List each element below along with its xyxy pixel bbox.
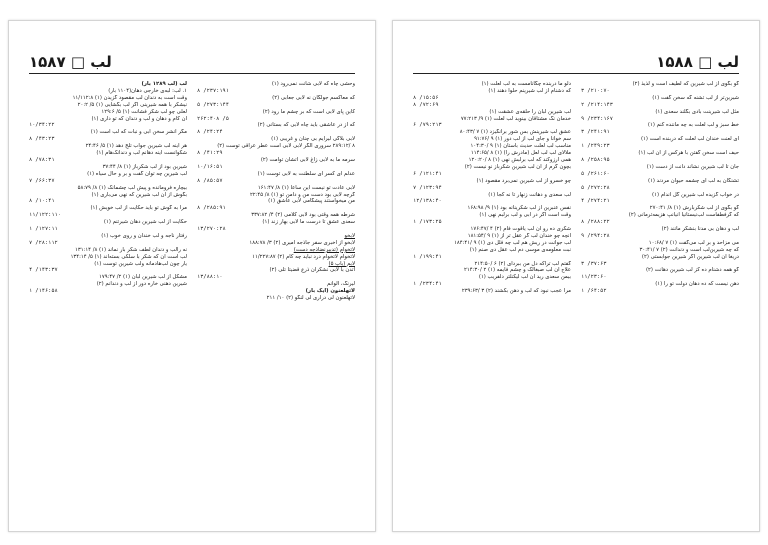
verse-line: مرا به گوش تو باید حکایت از لب خویش (۱) bbox=[90, 205, 187, 212]
verse-line: بیمن سعدی رید آن لب لیکنلتر دلفریب (۱) bbox=[478, 274, 571, 281]
verse-line: حکایت از لب شیرین دهان شیرتنم (۱) bbox=[103, 219, 187, 226]
verse-line: لب سعدی و دهانت زنهار تا نه کجا (۱) bbox=[488, 191, 571, 198]
citation-reference: ۱ /۱۷۳:۲۵ bbox=[413, 219, 442, 226]
citation-reference: ۳ /۲۱۰:۷۰ bbox=[581, 87, 610, 94]
citation-reference: ۸ /۷۸:۳۱ bbox=[29, 156, 55, 163]
verse-line: وقت است به دندان لب مقصود گزیدن (۱) ۱۱/۱۱۲:۸ bbox=[72, 94, 187, 101]
verse-line: که از در عاشقی باید چاه لابی که بستانی (۲) bbox=[257, 122, 355, 129]
citation-reference: ۵ /۲۶۱:۶۰ bbox=[581, 170, 610, 177]
verse-line: مثل لب شیرینت بادی بگلند سعدی (۱) bbox=[655, 108, 739, 115]
verse-line: لابی عادت تو نیست این ساعا (۱) ۸/ ۱۶۱:۴۷ bbox=[257, 184, 355, 191]
citation-reference: ۱۳/۲۷۰:۲۸ bbox=[197, 226, 226, 233]
verse-line: وحشی چاه که لابی شأنت نمی‌رود (۱) bbox=[271, 81, 355, 87]
verse-line: حیف است سخن گفتن با هرکس از آن لب (۱) bbox=[638, 150, 739, 157]
verse-line: لاتخوام لاتخوام درد نباید چه کام (۲) ۱۱/۲۲۷:۸۷ bbox=[252, 253, 355, 260]
verse-line: خط سبز و لب لعلت به چه ماننده کنم (۱) bbox=[647, 122, 739, 129]
verse-line: مناسب لب لعلت حدیث باستان (۱) ۹ /۱۰۴:۳۰ bbox=[470, 143, 571, 150]
verse-line: گرچه لابی بود دست من و دامن تو (۱) ۸/ ۲۲:۴۵ bbox=[249, 191, 355, 198]
citation-reference: ۶ /۷۹:۲۱۳ bbox=[413, 122, 442, 129]
citation-reference: ۱۱/۱۲۲:۱۱۰ bbox=[29, 212, 61, 219]
verse-line: لاتخوام (تدبیرنضاذجه دست) bbox=[293, 246, 355, 253]
verse-line: عدلم ای کسر ای سلطنت به لابی توست (۱) bbox=[257, 170, 355, 177]
verse-line: آن کام و دهان و لب و دندان که تو داری (۱) bbox=[91, 115, 187, 122]
citation-reference: ۸ /۴۱:۲۹ bbox=[197, 150, 223, 157]
left-page bbox=[8, 20, 376, 532]
citation-reference: ۱ /۱۲۷:۱۱ bbox=[29, 226, 58, 233]
verse-line: بچون گرم از آن لب شیرین شکرباز نو نیست (۲) bbox=[464, 163, 571, 170]
citation-reference: ۲۶۲:۴۰۸ /۵ bbox=[197, 115, 229, 122]
citation-reference: ۵ /۲۷۲:۲۸ bbox=[581, 184, 610, 191]
citation-reference: ۱ /۲۴۹:۲۳ bbox=[581, 143, 610, 150]
citation-reference: ۱ /۶۴:۵۲ bbox=[581, 288, 607, 295]
citation-reference: ۸ /۲۴:۲۴ bbox=[197, 129, 223, 136]
page-body bbox=[413, 81, 739, 511]
verse-line: لب شیرین لبان را حلقه‌ی عشقت (۱) bbox=[489, 108, 571, 115]
verse-line: دلو ما دربنده چگانامست به لب لعلت (۱) bbox=[481, 81, 571, 87]
verse-line: آتدن با لابی نشکران ذرع قضیتا تلی (۲) bbox=[269, 267, 355, 274]
citation-reference: ۱۰/۱۶:۵۱ bbox=[197, 163, 223, 170]
verse-line: شکوانست آینه دهانم لب و دندانک‌هام (۱) bbox=[96, 150, 187, 157]
verse-line: بیچاره فرومانده و پیش لب چشمانک (۱) ۸/ ۵۸:۷۹ bbox=[77, 184, 187, 191]
citation-reference: ۸ /۱۵:۵۶ bbox=[413, 94, 439, 101]
citation-reference: ۴ /۲۷۴:۲۱ bbox=[581, 198, 610, 205]
verse-line: تشنگان به لب ای چشمه حیوان مردند (۱) bbox=[647, 177, 739, 184]
verse-line: ۱. لب: لبه‌ی خارجی دهان(۱۱۰۴ بار) bbox=[108, 87, 187, 94]
verse-line: آنچه چو خندان لب گر عقل تر از (۱) ۹ /۱۸۱:۵۴ bbox=[467, 232, 571, 239]
right-page bbox=[392, 20, 760, 532]
verse-line: سعدی عشق تا درست ما لابی بهار زند (۱) bbox=[262, 219, 355, 226]
citation-reference: ۱ /۱۹۹:۴۱ bbox=[413, 253, 442, 260]
citation-reference: ۷ /۲۸:۱۱۲ bbox=[29, 239, 58, 246]
verse-line: در خواب گزیده لب شیرین گل اندام (۱) bbox=[652, 191, 739, 198]
verse-line: لابخو bbox=[344, 232, 355, 239]
citation-reference: ۱ /۱۴۶:۵۸ bbox=[29, 288, 58, 295]
verse-line: که چه شیرین‌لب است و دندانت (۲) ۷ /۳۰:۴۱ bbox=[639, 246, 739, 253]
citation-reference: ۷ /۱۲۳:۹۴ bbox=[413, 184, 442, 191]
verse-line: دهن نیست که ده دهان دولت تو را (۱) bbox=[655, 281, 739, 288]
verse-line: که گرفطفاست لب‌نیستانیا آنیانپ هزیمه‌ترمانی (۲) bbox=[628, 212, 739, 219]
verse-line: لب شیرین چه توان گفت و بر و حال سیاه (۱) bbox=[87, 170, 187, 177]
verse-line: دریغا آن لب شیرین اگر شیرین جوابستی (۲) bbox=[641, 253, 739, 260]
verse-line: یار چون لب‌هاد‌مانه ولب شیرین توست (۱) bbox=[94, 260, 187, 267]
citation-reference: ۱۱/۲۳:۶۰ bbox=[581, 274, 607, 281]
left-column bbox=[29, 81, 187, 511]
citation-reference: ۹ /۲۹۴:۲۸ bbox=[581, 232, 610, 239]
verse-line: لب و دهان بی مدنا بنشکر مانند (۲) bbox=[661, 226, 739, 233]
verse-line: لب جوانت در ریش هم لب چه فلل دی (۱) ۹ /۱۸۴:۴۱ bbox=[454, 239, 571, 246]
page-number-header: ۱۵۸۷ □ لب bbox=[29, 53, 112, 71]
verse-line: خدمان نگ مشتاقان بینوید لب لعلت (۱) ۹/ ۷۷:۲۱۳ bbox=[460, 115, 571, 122]
verse-line: لعلی چو لب شکر فشانت (۱) ۵/ ۱۲۹:۶ bbox=[101, 108, 187, 115]
verse-line: نیشکر با همه شیرینی اگر لب بگشایی (۱) ۵/ ۲۰:۲ bbox=[77, 101, 187, 108]
citation-reference: ۵ /۲۷۳:۱۴۴ bbox=[197, 101, 229, 108]
verse-line: گو بگوی از لب شیرین که لطیف است و لذیذ (۲) bbox=[632, 81, 739, 87]
verse-line: مگر آنشر سخن آبی و نبات که لب است (۱) bbox=[90, 129, 187, 136]
page-body bbox=[29, 81, 355, 511]
verse-line: لب است آن که شکر با سلکی بسته‌اند (۱) ۵/ ۱۳۴:۱۴ bbox=[70, 253, 187, 260]
verse-line: من میخواستند پیشگامی لابی عاشق (۱) bbox=[268, 198, 355, 205]
verse-line: شیرین دهنی خاره دور از لب و دندانم (۲) bbox=[96, 281, 187, 288]
verse-line: لابی بلاگی لیرایم بی چنان و غریبی (۱) bbox=[271, 136, 355, 143]
verse-line: همی آرزوکند که لب برلبش نهی (۱) ۸ /۱۲۰:۲۰ bbox=[468, 156, 571, 163]
verse-line: سرمه ما به لابی زاغ لابی آتشان توامت (۲) bbox=[260, 156, 355, 163]
citation-reference: ۳ /۲۴۱:۹۱ bbox=[581, 129, 610, 136]
verse-line: بگوش از آن لب شیرین که نهی می‌باری (۱) bbox=[91, 191, 187, 198]
verse-line: نفس عنبرین از لب شکرینانه بود (۱) ۹/ ۱۶۸:۹۸ bbox=[467, 205, 571, 212]
verse-line: هر آینه لب شیرین جواب تلخ دهد (۱) ۵/ ۲۴:۴۶ bbox=[85, 143, 187, 150]
verse-line: لاتهلعنون (ایک بار) bbox=[305, 288, 355, 295]
verse-line: شیرین بود از لب شکرباز (۱) ۸/ ۳۷:۴۴ bbox=[102, 163, 187, 170]
citation-reference: ۶ /۱۲۱:۴۱ bbox=[413, 170, 442, 177]
verse-line: گو بگوی از لب شکربارش (۱) ۸/ ۲۷۰:۴۱ bbox=[649, 205, 739, 212]
verse-line: علاج آن لب صبغالک و چشم فایمه (۱) ۲ /۲۱۴:۳۰ bbox=[464, 267, 571, 274]
verse-line: مشکل از لب شیرین لبان (۱) ۲/ ۱۷۹:۴۷ bbox=[99, 274, 187, 281]
verse-line: که دشنام از لب شیرینم حلوا دهند (۱) bbox=[488, 87, 571, 94]
verse-line: جان تا لب شیرین نشاند دانت از دست (۱) bbox=[646, 163, 739, 170]
page-number-header: لب □ ۱۵۸۸ bbox=[656, 53, 739, 71]
citation-reference: ۱۰/۳۴:۲۲ bbox=[29, 122, 55, 129]
verse-line: رفتار ناجه و لب خندان و روی خوب (۱) bbox=[101, 232, 187, 239]
citation-reference: ۸ /۲۸۵:۹۱ bbox=[197, 205, 226, 212]
verse-line: کاین پای لابی است که بر چشم ما رود (۲) bbox=[262, 108, 355, 115]
verse-line: ملالای لب لب لعل (مادرش را) (۱) ۸ /۱۱۴:۶۵ bbox=[470, 150, 571, 157]
citation-reference: ۱۲/۱۳۸:۴۰ bbox=[413, 198, 442, 205]
citation-reference: ۱ /۲۳۴:۴۱ bbox=[413, 281, 442, 288]
verse-line: لابم (باب ۵) bbox=[328, 260, 355, 267]
left-column bbox=[413, 81, 571, 511]
verse-line: مرا عجب نبود که لب و دهن بکشند (۲) ۳ /۲۳۹:۶۳ bbox=[461, 288, 571, 295]
verse-line: وقت است اگر در آبی و لب برلبم نهی (۱) bbox=[479, 212, 571, 219]
verse-line: نه رالب و دندان لطف شکر بار نماند (۱) ۸/ ۱۳۱:۱۴ bbox=[75, 246, 187, 253]
verse-line: لاتهلعنون لی دراری لی لنگو (۲) ۱۰/ ۲۱۱ bbox=[266, 295, 355, 302]
citation-reference: ۴ /۱۴۳:۳۷ bbox=[29, 267, 58, 274]
verse-line: لابخو از اخبری سفر جاذجه امیری (۲) ۳/ ۱۸۸:۷۸ bbox=[249, 239, 355, 246]
citation-reference: ۸ /۸۵:۵۷ bbox=[197, 177, 223, 184]
verse-line: ای لعنت خندان لب لعلت که دربنده است (۱) bbox=[640, 136, 739, 143]
right-column bbox=[197, 81, 355, 511]
verse-line: نبت معلومه‌ی موسی دم لب عقل دی صنم (۱) bbox=[469, 246, 571, 253]
citation-reference: ۲ /۲۱۴:۱۴۳ bbox=[581, 101, 613, 108]
citation-reference: ۸ /۲۳۷:۱۹۱ bbox=[197, 87, 229, 94]
verse-line: که معاکسم جولگان نه لابی جعابی (۲) bbox=[272, 94, 355, 101]
page-header bbox=[413, 51, 739, 74]
right-column bbox=[581, 81, 739, 511]
citation-reference: ۹ /۲۳۴:۱۶۷ bbox=[581, 115, 613, 122]
citation-reference: ۸ /۲۸۸:۲۲ bbox=[581, 219, 610, 226]
page-header bbox=[29, 51, 355, 74]
verse-line: گو همه دشنام ده کز لب شیرین دهانت (۲) bbox=[645, 267, 739, 274]
citation-reference: ۷ /۶۶:۳۷ bbox=[29, 177, 55, 184]
verse-line: سم خوانا و جای لب از لب دور (۱) ۹ /۹۱:۷۶ bbox=[474, 136, 571, 143]
citation-reference: ۸ /۷۲:۶۹ bbox=[413, 101, 439, 108]
citation-reference: ۳ /۳۷:۶۳ bbox=[581, 260, 607, 267]
verse-line: شرطه همه وقتی بود لابی کلامی (۲) ۴/ ۳۳۷:۸۲ bbox=[251, 212, 355, 219]
verse-line: عشق لب شیرینش بس شور برانگیزد (۱) ۷ /۸۰:۴۳ bbox=[459, 129, 571, 136]
verse-line: گفتم لب تراکه دل من ببردای (۲) ۶ /۲۱۴:۵۰ bbox=[474, 260, 571, 267]
verse-line: چو خسرو از لب شیرین نمی‌برد مقصود (۱) bbox=[476, 177, 571, 184]
citation-reference: ۸ /۲۵۸:۹۵ bbox=[581, 156, 610, 163]
citation-reference: ۱۳/۸۸:۱۰ bbox=[197, 274, 223, 281]
verse-line: شیرین‌تر از لب تشنه گه سخن گفت (۱) bbox=[652, 94, 739, 101]
verse-line: شکری ده رو آن لب یاقوت فام (۲) ۴ /۱۷۶:۴۷ bbox=[470, 226, 571, 233]
citation-reference: ۸ /۱۰:۴۱ bbox=[29, 198, 55, 205]
verse-line: لب (لب ۱۲۸۹ بار) bbox=[141, 81, 187, 87]
citation-reference: ۸ /۴۳:۲۳ bbox=[29, 136, 55, 143]
verse-line: لیرنگ، الوانم bbox=[326, 281, 355, 288]
verse-line: ۸ /۲۸۹:۱۲ سروری الگر لابی لابی است عطر عراقی توست (۲) bbox=[217, 143, 355, 150]
verse-line: می مزاحد و بر لب می‌گفت (۱) ۷ /۱۰:۶۸ bbox=[648, 239, 739, 246]
